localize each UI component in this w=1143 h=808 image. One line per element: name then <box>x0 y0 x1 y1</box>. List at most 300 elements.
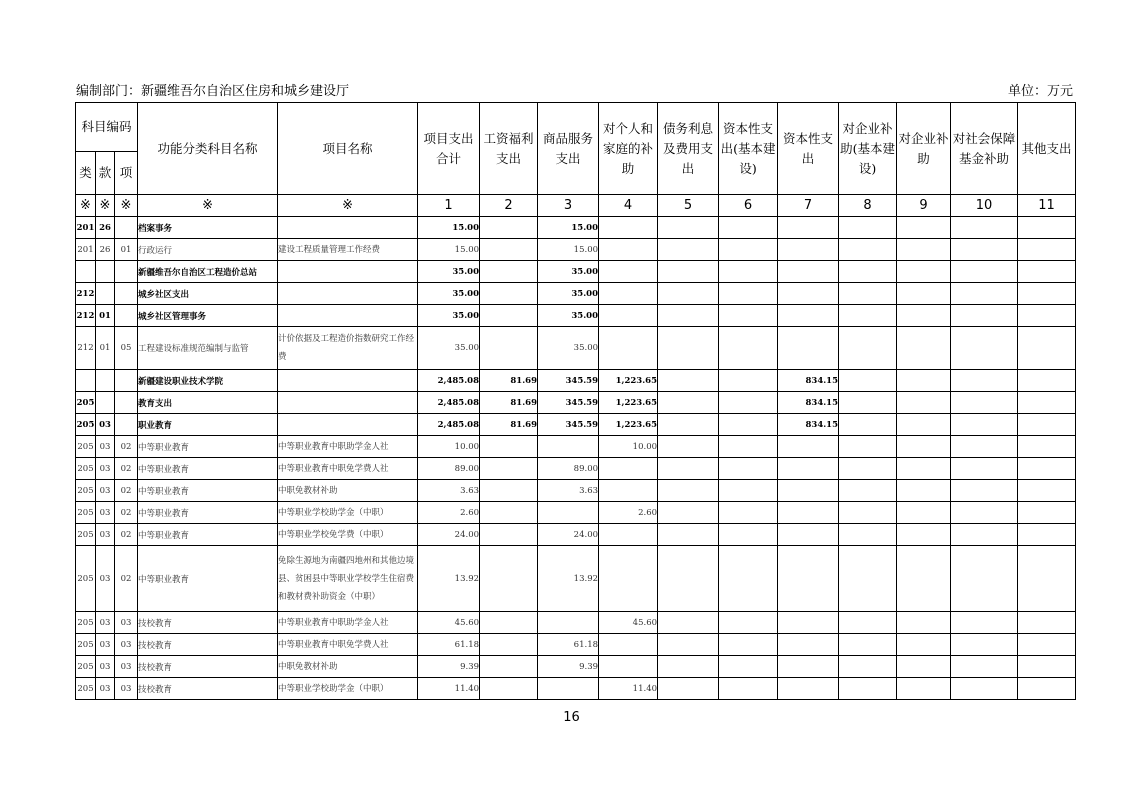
total-cell: 2,485.08 <box>418 370 480 392</box>
project-name-cell: 中等职业学校免学费（中职） <box>278 524 418 546</box>
table-row <box>76 656 1076 678</box>
goods-services-cell: 345.59 <box>538 414 599 436</box>
personal-subsidy-cell <box>599 524 658 546</box>
total-cell: 11.40 <box>418 678 480 700</box>
code-kuan-cell: 03 <box>96 414 115 436</box>
code-lei-cell: 212 <box>76 305 96 327</box>
enterprise-infra-cell <box>839 370 897 392</box>
goods-services-cell: 24.00 <box>538 524 599 546</box>
capital-cell <box>778 261 839 283</box>
capital-cell <box>778 327 839 370</box>
total-cell: 35.00 <box>418 283 480 305</box>
enterprise-infra-cell <box>839 305 897 327</box>
table-row <box>76 436 1076 458</box>
table-row <box>76 414 1076 436</box>
project-name-cell: 中等职业教育中职免学费人社 <box>278 458 418 480</box>
code-lei-cell: 205 <box>76 546 96 612</box>
wages-cell <box>480 678 538 700</box>
code-kuan-cell: 03 <box>96 458 115 480</box>
capital-cell <box>778 436 839 458</box>
header-capital: 资本性支出 <box>778 103 839 195</box>
goods-services-cell: 345.59 <box>538 392 599 414</box>
debt-interest-cell <box>658 327 719 370</box>
enterprise-infra-cell <box>839 678 897 700</box>
code-lei-cell: 201 <box>76 239 96 261</box>
wages-cell: 81.69 <box>480 370 538 392</box>
social-security-cell <box>951 392 1018 414</box>
table-row <box>76 370 1076 392</box>
code-kuan-cell: 03 <box>96 524 115 546</box>
column-index-cell: 4 <box>599 195 658 217</box>
capital-infra-cell <box>719 458 778 480</box>
code-lei-cell: 205 <box>76 458 96 480</box>
func-name-cell: 中等职业教育 <box>138 502 278 524</box>
debt-interest-cell <box>658 283 719 305</box>
wages-cell <box>480 327 538 370</box>
header-personal-subsidy: 对个人和家庭的补助 <box>599 103 658 195</box>
goods-services-cell: 89.00 <box>538 458 599 480</box>
column-index-cell: ※ <box>96 195 115 217</box>
capital-cell <box>778 524 839 546</box>
code-lei-cell <box>76 370 96 392</box>
enterprise-infra-cell <box>839 239 897 261</box>
code-xiang-cell: 02 <box>115 480 138 502</box>
other-cell <box>1018 392 1076 414</box>
project-name-cell <box>278 414 418 436</box>
other-cell <box>1018 502 1076 524</box>
header-social-security: 对社会保障基金补助 <box>951 103 1018 195</box>
capital-infra-cell <box>719 239 778 261</box>
capital-infra-cell <box>719 436 778 458</box>
capital-cell: 834.15 <box>778 370 839 392</box>
debt-interest-cell <box>658 370 719 392</box>
table-row <box>76 524 1076 546</box>
table-row <box>76 458 1076 480</box>
social-security-cell <box>951 458 1018 480</box>
enterprise-cell <box>897 678 951 700</box>
personal-subsidy-cell: 10.00 <box>599 436 658 458</box>
column-index-cell: 1 <box>418 195 480 217</box>
wages-cell <box>480 458 538 480</box>
other-cell <box>1018 327 1076 370</box>
total-cell: 89.00 <box>418 458 480 480</box>
enterprise-cell <box>897 612 951 634</box>
other-cell <box>1018 678 1076 700</box>
code-kuan-cell: 03 <box>96 634 115 656</box>
debt-interest-cell <box>658 239 719 261</box>
capital-cell <box>778 458 839 480</box>
goods-services-cell: 35.00 <box>538 305 599 327</box>
debt-interest-cell <box>658 305 719 327</box>
total-cell: 15.00 <box>418 239 480 261</box>
project-name-cell <box>278 370 418 392</box>
enterprise-infra-cell <box>839 261 897 283</box>
other-cell <box>1018 546 1076 612</box>
goods-services-cell: 15.00 <box>538 239 599 261</box>
column-index-cell: 2 <box>480 195 538 217</box>
goods-services-cell: 15.00 <box>538 217 599 239</box>
project-name-cell <box>278 261 418 283</box>
total-cell: 35.00 <box>418 261 480 283</box>
total-cell: 61.18 <box>418 634 480 656</box>
goods-services-cell <box>538 612 599 634</box>
enterprise-cell <box>897 546 951 612</box>
personal-subsidy-cell <box>599 305 658 327</box>
enterprise-cell <box>897 392 951 414</box>
project-name-cell: 建设工程质量管理工作经费 <box>278 239 418 261</box>
func-name-cell: 城乡社区管理事务 <box>138 305 278 327</box>
other-cell <box>1018 634 1076 656</box>
project-name-cell <box>278 217 418 239</box>
total-cell: 35.00 <box>418 305 480 327</box>
project-name-cell: 中等职业学校助学金（中职） <box>278 502 418 524</box>
column-index-cell: 11 <box>1018 195 1076 217</box>
code-kuan-cell: 03 <box>96 612 115 634</box>
total-cell: 9.39 <box>418 656 480 678</box>
budget-table <box>75 102 1076 700</box>
goods-services-cell: 345.59 <box>538 370 599 392</box>
department-label: 编制部门：新疆维吾尔自治区住房和城乡建设厅 <box>76 84 350 99</box>
goods-services-cell: 3.63 <box>538 480 599 502</box>
code-lei-cell: 205 <box>76 480 96 502</box>
debt-interest-cell <box>658 436 719 458</box>
goods-services-cell <box>538 502 599 524</box>
wages-cell <box>480 239 538 261</box>
code-lei-cell: 205 <box>76 392 96 414</box>
unit-label: 单位：万元 <box>1007 84 1073 99</box>
wages-cell <box>480 524 538 546</box>
code-xiang-cell: 03 <box>115 656 138 678</box>
capital-infra-cell <box>719 283 778 305</box>
enterprise-infra-cell <box>839 414 897 436</box>
goods-services-cell: 35.00 <box>538 283 599 305</box>
header-goods-services: 商品服务支出 <box>538 103 599 195</box>
code-lei-cell: 205 <box>76 678 96 700</box>
enterprise-infra-cell <box>839 217 897 239</box>
capital-cell <box>778 239 839 261</box>
goods-services-cell: 9.39 <box>538 656 599 678</box>
personal-subsidy-cell <box>599 480 658 502</box>
code-xiang-cell: 02 <box>115 524 138 546</box>
goods-services-cell: 61.18 <box>538 634 599 656</box>
header-enterprise: 对企业补助 <box>897 103 951 195</box>
code-kuan-cell: 26 <box>96 239 115 261</box>
func-name-cell: 工程建设标准规范编制与监管 <box>138 327 278 370</box>
table-row <box>76 392 1076 414</box>
project-name-cell: 中职免教材补助 <box>278 480 418 502</box>
goods-services-cell <box>538 678 599 700</box>
column-index-cell: 8 <box>839 195 897 217</box>
wages-cell <box>480 217 538 239</box>
project-name-cell: 中等职业教育中职助学金人社 <box>278 436 418 458</box>
social-security-cell <box>951 612 1018 634</box>
func-name-cell: 技校教育 <box>138 678 278 700</box>
column-index-cell: 5 <box>658 195 719 217</box>
other-cell <box>1018 305 1076 327</box>
debt-interest-cell <box>658 634 719 656</box>
project-name-cell: 中等职业教育中职助学金人社 <box>278 612 418 634</box>
other-cell <box>1018 458 1076 480</box>
wages-cell <box>480 283 538 305</box>
social-security-cell <box>951 502 1018 524</box>
other-cell <box>1018 283 1076 305</box>
code-xiang-cell: 02 <box>115 458 138 480</box>
header-project-name: 项目名称 <box>278 103 418 195</box>
project-name-cell: 中等职业学校助学金（中职） <box>278 678 418 700</box>
wages-cell <box>480 612 538 634</box>
personal-subsidy-cell <box>599 283 658 305</box>
wages-cell <box>480 261 538 283</box>
column-index-row <box>76 195 1076 217</box>
code-xiang-cell <box>115 392 138 414</box>
total-cell: 10.00 <box>418 436 480 458</box>
other-cell <box>1018 414 1076 436</box>
func-name-cell: 城乡社区支出 <box>138 283 278 305</box>
debt-interest-cell <box>658 458 719 480</box>
total-cell: 2,485.08 <box>418 392 480 414</box>
capital-infra-cell <box>719 524 778 546</box>
wages-cell: 81.69 <box>480 392 538 414</box>
project-name-cell <box>278 392 418 414</box>
table-row <box>76 261 1076 283</box>
enterprise-infra-cell <box>839 436 897 458</box>
wages-cell <box>480 502 538 524</box>
header-other: 其他支出 <box>1018 103 1076 195</box>
table-row <box>76 546 1076 612</box>
func-name-cell: 教育支出 <box>138 392 278 414</box>
code-kuan-cell: 03 <box>96 546 115 612</box>
code-xiang-cell: 05 <box>115 327 138 370</box>
code-lei-cell: 212 <box>76 283 96 305</box>
code-kuan-cell: 26 <box>96 217 115 239</box>
wages-cell <box>480 480 538 502</box>
column-index-cell: 3 <box>538 195 599 217</box>
total-cell: 2,485.08 <box>418 414 480 436</box>
column-index-cell: 7 <box>778 195 839 217</box>
capital-infra-cell <box>719 327 778 370</box>
enterprise-infra-cell <box>839 524 897 546</box>
personal-subsidy-cell: 45.60 <box>599 612 658 634</box>
capital-infra-cell <box>719 612 778 634</box>
social-security-cell <box>951 305 1018 327</box>
header-total: 项目支出合计 <box>418 103 480 195</box>
code-lei-cell: 205 <box>76 656 96 678</box>
capital-cell <box>778 546 839 612</box>
func-name-cell: 新疆维吾尔自治区工程造价总站 <box>138 261 278 283</box>
enterprise-cell <box>897 261 951 283</box>
social-security-cell <box>951 327 1018 370</box>
header-wages: 工资福利支出 <box>480 103 538 195</box>
social-security-cell <box>951 283 1018 305</box>
capital-infra-cell <box>719 634 778 656</box>
code-lei-cell: 212 <box>76 327 96 370</box>
enterprise-cell <box>897 327 951 370</box>
debt-interest-cell <box>658 217 719 239</box>
enterprise-cell <box>897 502 951 524</box>
code-kuan-cell: 03 <box>96 436 115 458</box>
func-name-cell: 技校教育 <box>138 612 278 634</box>
table-row <box>76 502 1076 524</box>
func-name-cell: 中等职业教育 <box>138 480 278 502</box>
goods-services-cell: 13.92 <box>538 546 599 612</box>
func-name-cell: 技校教育 <box>138 634 278 656</box>
personal-subsidy-cell <box>599 634 658 656</box>
capital-cell: 834.15 <box>778 392 839 414</box>
func-name-cell: 技校教育 <box>138 656 278 678</box>
capital-infra-cell <box>719 656 778 678</box>
code-kuan-cell: 01 <box>96 327 115 370</box>
enterprise-cell <box>897 524 951 546</box>
capital-infra-cell <box>719 414 778 436</box>
personal-subsidy-cell: 2.60 <box>599 502 658 524</box>
total-cell: 2.60 <box>418 502 480 524</box>
social-security-cell <box>951 678 1018 700</box>
social-security-cell <box>951 546 1018 612</box>
enterprise-infra-cell <box>839 480 897 502</box>
total-cell: 3.63 <box>418 480 480 502</box>
other-cell <box>1018 436 1076 458</box>
table-row <box>76 305 1076 327</box>
code-xiang-cell: 01 <box>115 239 138 261</box>
func-name-cell: 中等职业教育 <box>138 524 278 546</box>
personal-subsidy-cell <box>599 546 658 612</box>
goods-services-cell: 35.00 <box>538 327 599 370</box>
table-row <box>76 217 1076 239</box>
other-cell <box>1018 239 1076 261</box>
goods-services-cell: 35.00 <box>538 261 599 283</box>
code-xiang-cell <box>115 217 138 239</box>
capital-cell <box>778 217 839 239</box>
capital-infra-cell <box>719 480 778 502</box>
code-lei-cell: 205 <box>76 634 96 656</box>
code-xiang-cell: 02 <box>115 546 138 612</box>
capital-infra-cell <box>719 678 778 700</box>
personal-subsidy-cell: 11.40 <box>599 678 658 700</box>
capital-infra-cell <box>719 370 778 392</box>
func-name-cell: 行政运行 <box>138 239 278 261</box>
capital-cell <box>778 480 839 502</box>
enterprise-cell <box>897 480 951 502</box>
enterprise-cell <box>897 436 951 458</box>
func-name-cell: 中等职业教育 <box>138 546 278 612</box>
capital-infra-cell <box>719 502 778 524</box>
code-xiang-cell: 03 <box>115 634 138 656</box>
capital-infra-cell <box>719 392 778 414</box>
column-index-cell: ※ <box>76 195 96 217</box>
capital-cell <box>778 305 839 327</box>
debt-interest-cell <box>658 656 719 678</box>
header-func-name: 功能分类科目名称 <box>138 103 278 195</box>
wages-cell <box>480 305 538 327</box>
code-kuan-cell <box>96 261 115 283</box>
project-name-cell: 中职免教材补助 <box>278 656 418 678</box>
total-cell: 35.00 <box>418 327 480 370</box>
code-kuan-cell: 03 <box>96 480 115 502</box>
header-lei: 类 <box>76 152 96 195</box>
enterprise-infra-cell <box>839 327 897 370</box>
column-index-cell: 6 <box>719 195 778 217</box>
code-kuan-cell <box>96 283 115 305</box>
other-cell <box>1018 261 1076 283</box>
enterprise-infra-cell <box>839 502 897 524</box>
capital-cell: 834.15 <box>778 414 839 436</box>
func-name-cell: 职业教育 <box>138 414 278 436</box>
code-kuan-cell <box>96 370 115 392</box>
enterprise-cell <box>897 370 951 392</box>
code-xiang-cell: 03 <box>115 678 138 700</box>
social-security-cell <box>951 634 1018 656</box>
other-cell <box>1018 370 1076 392</box>
code-xiang-cell: 03 <box>115 612 138 634</box>
debt-interest-cell <box>658 392 719 414</box>
enterprise-cell <box>897 283 951 305</box>
code-xiang-cell <box>115 305 138 327</box>
enterprise-infra-cell <box>839 634 897 656</box>
code-kuan-cell: 03 <box>96 656 115 678</box>
header-xiang: 项 <box>115 152 138 195</box>
enterprise-infra-cell <box>839 392 897 414</box>
wages-cell <box>480 634 538 656</box>
project-name-cell: 中等职业教育中职免学费人社 <box>278 634 418 656</box>
social-security-cell <box>951 217 1018 239</box>
code-kuan-cell: 03 <box>96 502 115 524</box>
func-name-cell: 新疆建设职业技术学院 <box>138 370 278 392</box>
debt-interest-cell <box>658 261 719 283</box>
capital-infra-cell <box>719 305 778 327</box>
enterprise-cell <box>897 656 951 678</box>
debt-interest-cell <box>658 524 719 546</box>
func-name-cell: 中等职业教育 <box>138 436 278 458</box>
other-cell <box>1018 217 1076 239</box>
personal-subsidy-cell: 1,223.65 <box>599 392 658 414</box>
enterprise-infra-cell <box>839 546 897 612</box>
code-kuan-cell: 03 <box>96 678 115 700</box>
capital-infra-cell <box>719 261 778 283</box>
wages-cell: 81.69 <box>480 414 538 436</box>
enterprise-cell <box>897 305 951 327</box>
enterprise-cell <box>897 634 951 656</box>
social-security-cell <box>951 239 1018 261</box>
func-name-cell: 中等职业教育 <box>138 458 278 480</box>
header-enterprise-infra: 对企业补助(基本建设) <box>839 103 897 195</box>
enterprise-cell <box>897 458 951 480</box>
enterprise-infra-cell <box>839 283 897 305</box>
social-security-cell <box>951 370 1018 392</box>
table-row <box>76 612 1076 634</box>
wages-cell <box>480 546 538 612</box>
project-name-cell <box>278 305 418 327</box>
table-row <box>76 283 1076 305</box>
capital-infra-cell <box>719 546 778 612</box>
table-body <box>76 217 1076 700</box>
other-cell <box>1018 612 1076 634</box>
goods-services-cell <box>538 436 599 458</box>
capital-infra-cell <box>719 217 778 239</box>
total-cell: 45.60 <box>418 612 480 634</box>
code-lei-cell: 205 <box>76 502 96 524</box>
total-cell: 24.00 <box>418 524 480 546</box>
table-row <box>76 239 1076 261</box>
code-xiang-cell <box>115 283 138 305</box>
other-cell <box>1018 524 1076 546</box>
debt-interest-cell <box>658 414 719 436</box>
project-name-cell: 免除生源地为南疆四地州和其他边境县、贫困县中等职业学校学生住宿费和教材费补助资金（中职） <box>278 546 418 612</box>
capital-cell <box>778 612 839 634</box>
code-kuan-cell <box>96 392 115 414</box>
code-xiang-cell <box>115 370 138 392</box>
header-kuan: 款 <box>96 152 115 195</box>
capital-cell <box>778 283 839 305</box>
